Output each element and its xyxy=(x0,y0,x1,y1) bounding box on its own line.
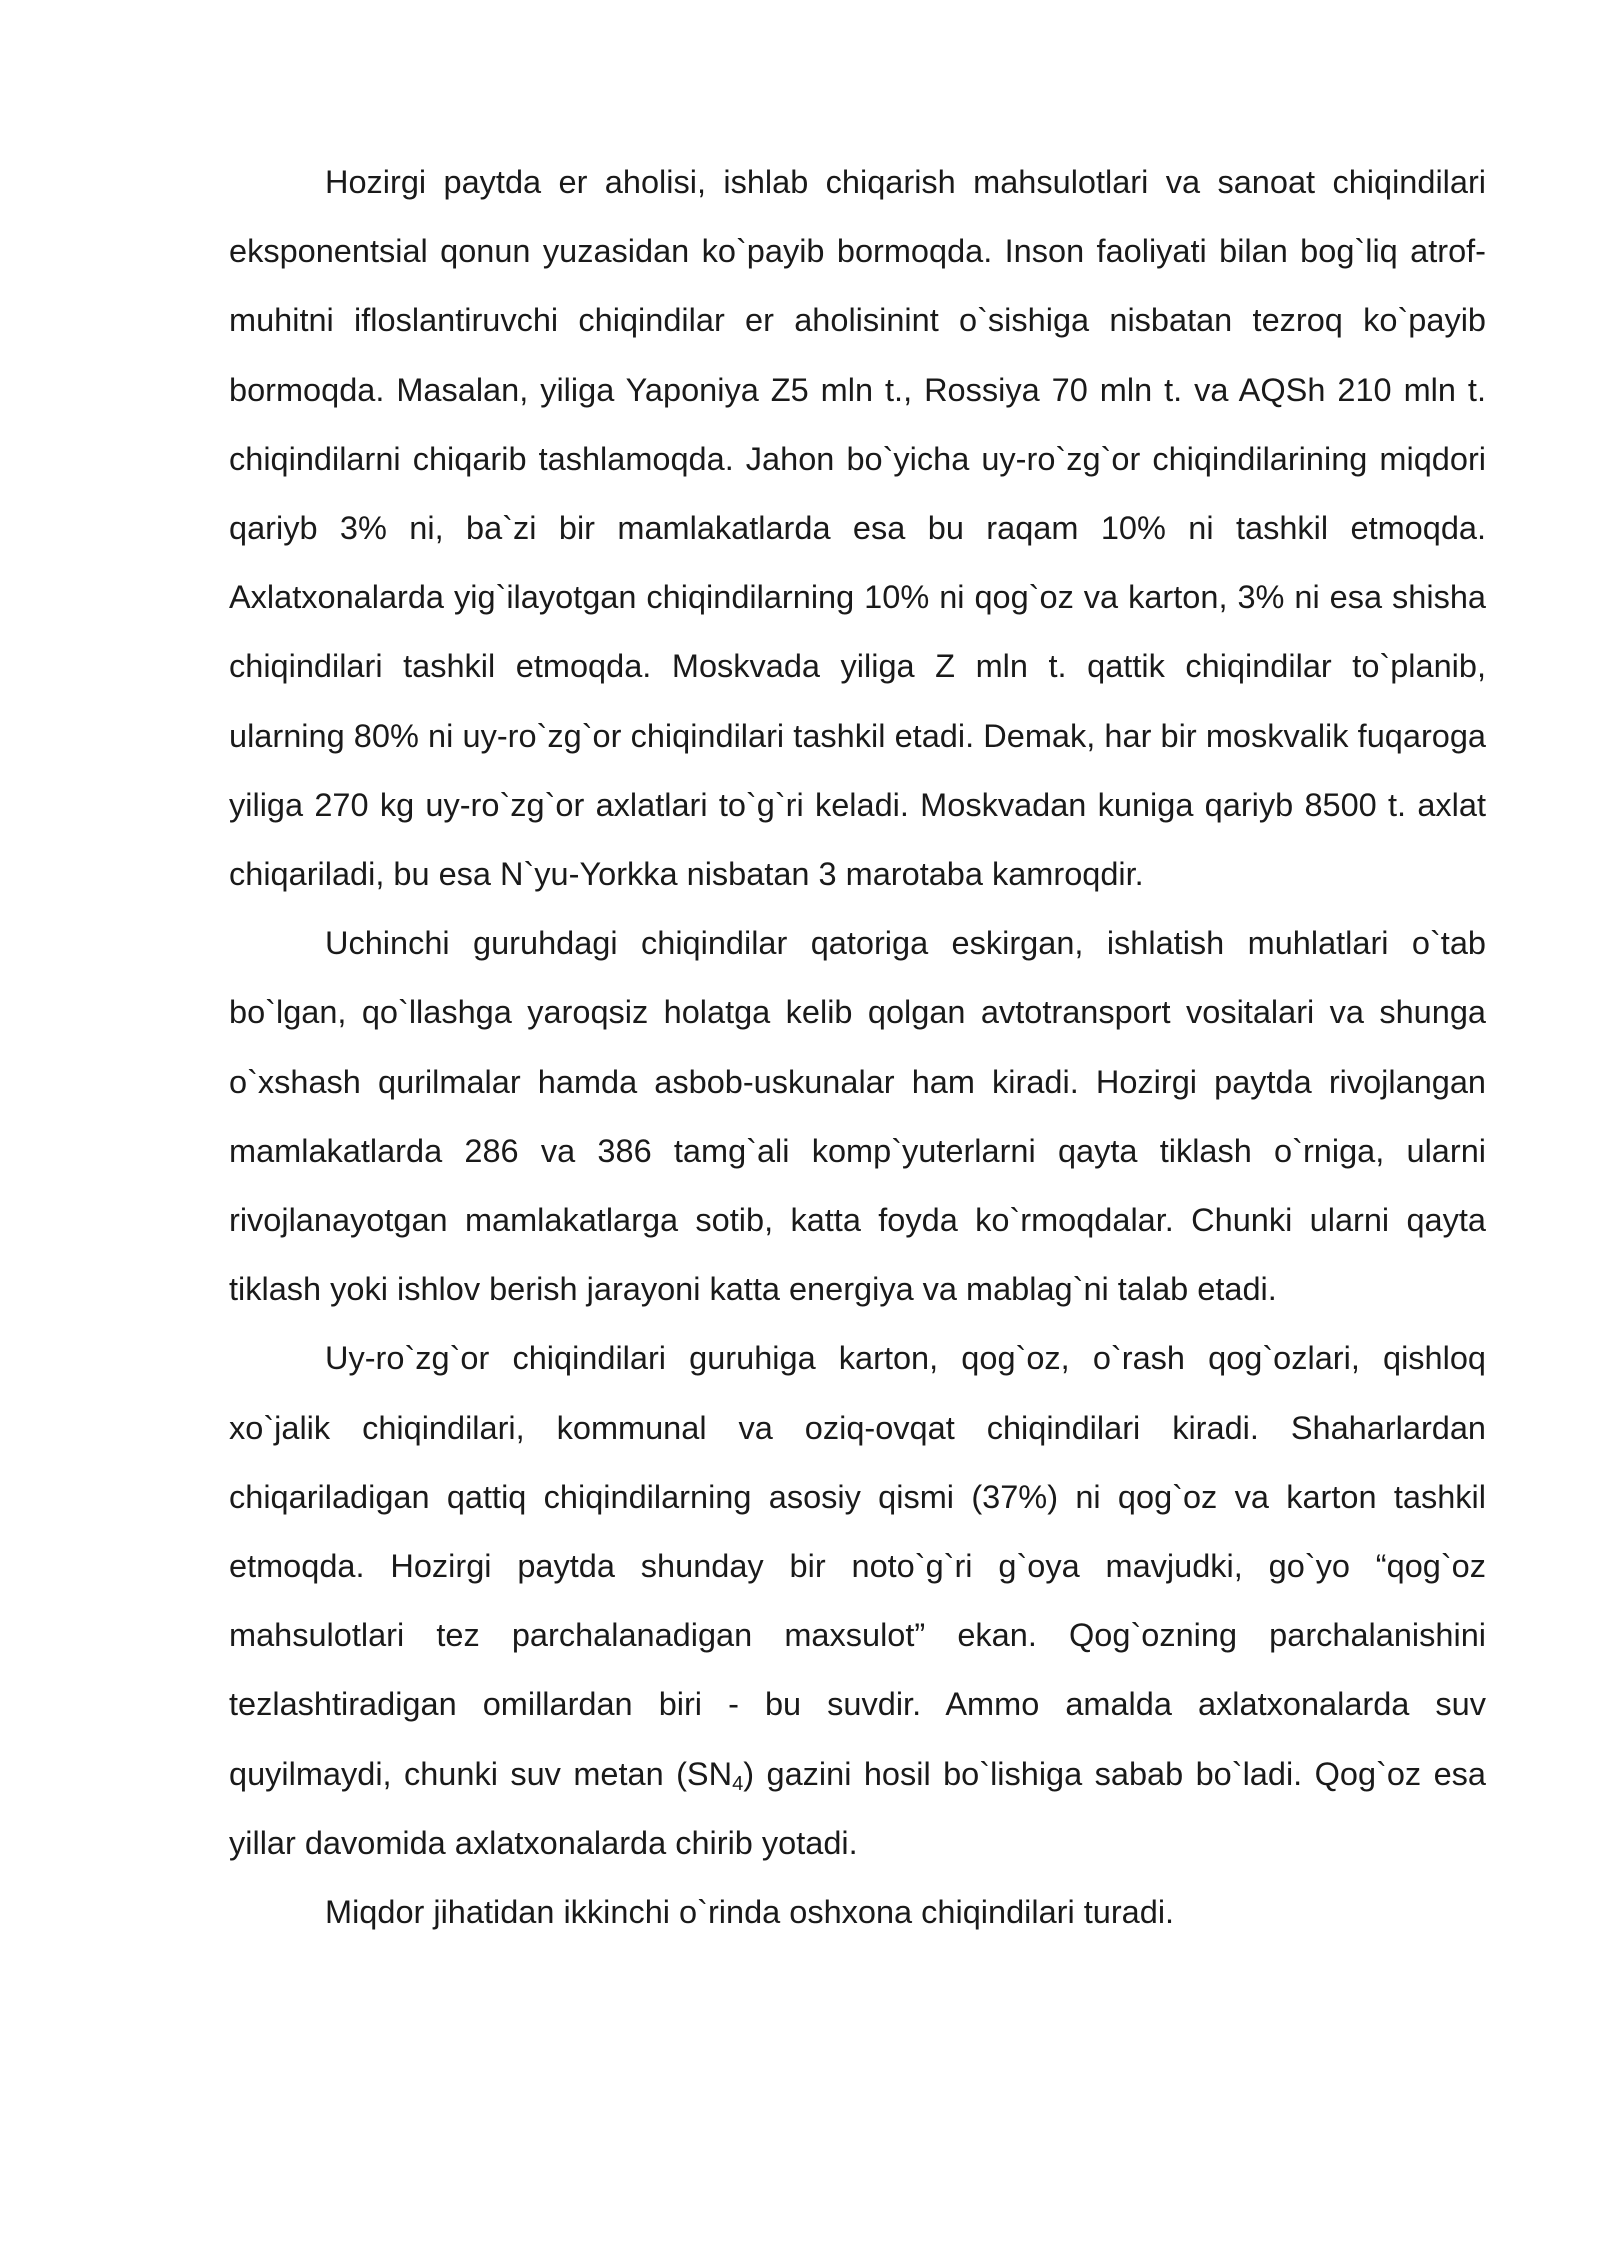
paragraph-third-group-waste xyxy=(229,909,1486,1324)
paragraph-kitchen-waste xyxy=(229,1878,1486,1947)
paragraph-text: Miqdor jihatidan ikkinchi o`rinda oshxona chiqindilari turadi. xyxy=(325,1894,1175,1931)
paragraph-text: Uy-ro`zg`or chiqindilari guruhiga karton, qog`oz, o`rash qog`ozlari, qishloq xo`jalik chiqindilari, kommunal va oziq-ovqat chiqindilari kiradi. Shaharlardan chiqariladigan qattiq chiqindilarning asosiy qismi (37%) ni qog`oz va karton tashkil etmoqda. Hozirgi paytda shunday bir noto`g`ri g`oya mavjudki, go`yo “qog`oz mahsulotlari tez parchalanadigan maxsulot” ekan. Qog`ozning parchalanishini tezlashtiradigan omillardan biri - bu suvdir. Ammo amalda axlatxonalarda suv quyilmaydi, chunki suv metan (SN xyxy=(229,1340,1486,1792)
methane-subscript: 4 xyxy=(732,1772,744,1795)
document-body xyxy=(229,148,1486,1947)
paragraph-household-waste xyxy=(229,1324,1486,1878)
paragraph-text: Hozirgi paytda er aholisi, ishlab chiqarish mahsulotlari va sanoat chiqindilari eksponentsial qonun yuzasidan ko`payib bormoqda. Inson faoliyati bilan bog`liq atrof-muhitni ifloslantiruvchi chiqindilar er aholisinint o`sishiga nisbatan tezroq ko`payib bormoqda. Masalan, yiliga Yaponiya Z5 mln t., Rossiya 70 mln t. va AQSh 210 mln t. chiqindilarni chiqarib tashlamoqda. Jahon bo`yicha uy-ro`zg`or chiqindilarining miqdori qariyb 3% ni, ba`zi bir mamlakatlarda esa bu raqam 10% ni tashkil etmoqda. Axlatxonalarda yig`ilayotgan chiqindilarning 10% ni qog`oz va karton, 3% ni esa shisha chiqindilari tashkil etmoqda. Moskvada yiliga Z mln t. qattik chiqindilar to`planib, ularning 80% ni uy-ro`zg`or chiqindilari tashkil etadi. Demak, har bir moskvalik fuqaroga yiliga 270 kg uy-ro`zg`or axlatlari to`g`ri keladi. Moskvadan kuniga qariyb 8500 t. axlat chiqariladi, bu esa N`yu-Yorkka nisbatan 3 marotaba kamroqdir. xyxy=(229,164,1486,893)
paragraph-text: Uchinchi guruhdagi chiqindilar qatoriga eskirgan, ishlatish muhlatlari o`tab bo`lgan, qo`llashga yaroqsiz holatga kelib qolgan avtotransport vositalari va shunga o`xshash qurilmalar hamda asbob-uskunalar ham kiradi. Hozirgi paytda rivojlangan mamlakatlarda 286 va 386 tamg`ali komp`yuterlarni qayta tiklash o`rniga, ularni rivojlanayotgan mamlakatlarga sotib, katta foyda ko`rmoqdalar. Chunki ularni qayta tiklash yoki ishlov berish jarayoni katta energiya va mablag`ni talab etadi. xyxy=(229,925,1486,1308)
paragraph-text-continued: ) gazini hosil bo`lishiga sabab bo`ladi. Qog`oz esa yillar davomida axlatxonalarda chirib yotadi. xyxy=(229,1755,1487,1861)
paragraph-waste-growth xyxy=(229,148,1486,909)
